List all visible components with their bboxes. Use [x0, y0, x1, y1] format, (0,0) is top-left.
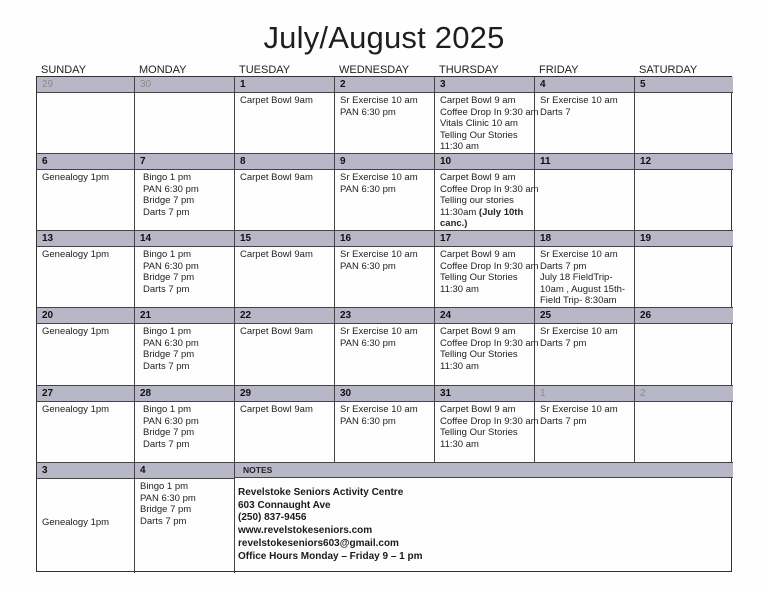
- day-cell-w2-2[interactable]: [235, 154, 335, 231]
- day-events: [135, 93, 234, 95]
- event-text: Coffee Drop In 9:30 am: [440, 183, 539, 195]
- event-text: Sr Exercise 10 am: [340, 326, 418, 337]
- event-text: PAN 6:30 pm: [143, 260, 199, 272]
- day-cell-w5-5[interactable]: [535, 386, 635, 463]
- weekday-monday: MONDAY: [139, 64, 187, 76]
- weekday-saturday: SATURDAY: [639, 64, 698, 76]
- day-number: 9: [335, 154, 434, 170]
- day-events: [235, 170, 334, 184]
- event-text: Genealogy 1pm: [42, 517, 110, 528]
- day-number: 22: [235, 308, 334, 324]
- event-text: Vitals Clinic 10 am: [440, 118, 518, 129]
- notes-contact-info: [238, 487, 423, 563]
- notes-line: Office Hours Monday – Friday 9 – 1 pm: [238, 550, 423, 562]
- event-text: Carpet Bowl 9 am: [440, 249, 516, 260]
- day-cell-w4-4[interactable]: [435, 308, 539, 386]
- day-cell-w2-6[interactable]: [635, 154, 733, 231]
- day-cell-w1-2[interactable]: [235, 77, 335, 154]
- event-text: Bridge 7 pm: [143, 349, 195, 360]
- day-events: [135, 402, 234, 450]
- day-events: [335, 93, 434, 118]
- event-text: Carpet Bowl 9am: [240, 249, 313, 260]
- day-cell-w1-6[interactable]: [635, 77, 733, 154]
- weekday-thursday: THURSDAY: [439, 64, 499, 76]
- day-number: 21: [135, 308, 234, 324]
- day-number: 4: [135, 463, 234, 479]
- event-text: 11:30 am: [440, 360, 479, 372]
- event-text: Carpet Bowl 9 am: [440, 95, 516, 106]
- event-text: Bingo 1 pm: [143, 172, 192, 183]
- day-events: [435, 247, 539, 295]
- event-text: Darts 7 pm: [140, 515, 187, 527]
- day-events: [635, 402, 733, 404]
- day-number: 24: [435, 308, 534, 324]
- day-number: 31: [435, 386, 534, 402]
- event-text: Genealogy 1pm: [42, 326, 110, 337]
- day-cell-w3-4[interactable]: [435, 231, 539, 308]
- event-text: Telling Our Stories: [440, 427, 518, 438]
- event-text: Bridge 7 pm: [140, 504, 192, 515]
- day-number: 20: [37, 308, 134, 324]
- day-number: 18: [535, 231, 634, 247]
- day-events: [335, 324, 434, 349]
- day-events: [635, 324, 733, 326]
- day-events: [435, 402, 539, 450]
- day-cell-w5-2[interactable]: [235, 386, 335, 463]
- event-text: PAN 6:30 pm: [143, 415, 199, 427]
- event-text: Bingo 1 pm: [140, 481, 189, 492]
- event-text: Carpet Bowl 9am: [240, 172, 313, 183]
- day-number: 13: [37, 231, 134, 247]
- event-text: Darts 7 pm: [540, 260, 587, 272]
- day-cell-w5-3[interactable]: [335, 386, 435, 463]
- day-cell-w2-1[interactable]: [135, 154, 235, 231]
- page-title: July/August 2025: [263, 20, 505, 55]
- event-text: Bridge 7 pm: [143, 195, 195, 206]
- event-text: Darts 7: [540, 106, 571, 118]
- day-number: 2: [635, 386, 733, 402]
- day-cell-w2-5[interactable]: [535, 154, 635, 231]
- day-events: [135, 479, 234, 527]
- day-number: 5: [635, 77, 733, 93]
- day-cell-w5-6[interactable]: [635, 386, 733, 463]
- day-events: [37, 324, 134, 338]
- day-events: [335, 170, 434, 195]
- day-cell-w3-3[interactable]: [335, 231, 435, 308]
- event-text: Darts 7 pm: [540, 415, 587, 427]
- day-number: 16: [335, 231, 434, 247]
- day-number: 26: [635, 308, 733, 324]
- day-number: 25: [535, 308, 634, 324]
- day-number: 1: [535, 386, 634, 402]
- day-cell-w4-6[interactable]: [635, 308, 733, 386]
- day-events: [635, 170, 733, 172]
- day-cell-w1-5[interactable]: [535, 77, 635, 154]
- event-text: Telling our stories: [440, 195, 514, 206]
- day-events: [335, 247, 434, 272]
- event-text: Coffee Drop In 9:30 am: [440, 415, 539, 427]
- day-number: 23: [335, 308, 434, 324]
- day-cell-w4-2[interactable]: [235, 308, 335, 386]
- day-events: [535, 170, 634, 172]
- event-text: Carpet Bowl 9am: [240, 326, 313, 337]
- day-number: 4: [535, 77, 634, 93]
- notes-line: www.revelstokeseniors.com: [238, 525, 373, 537]
- event-text: Telling Our Stories: [440, 129, 518, 141]
- day-cell-w3-2[interactable]: [235, 231, 335, 308]
- event-text: Bridge 7 pm: [143, 272, 195, 283]
- notes-cell: [235, 463, 733, 573]
- event-text: Coffee Drop In 9:30 am: [440, 106, 539, 118]
- day-events: [235, 402, 334, 416]
- event-text: Field Trip- 8:30am: [540, 295, 617, 306]
- event-text: Telling Our Stories: [440, 272, 518, 283]
- event-text: Carpet Bowl 9am: [240, 95, 313, 106]
- day-events: [535, 247, 634, 307]
- event-text: Sr Exercise 10 am: [540, 95, 618, 106]
- day-number: 6: [37, 154, 134, 170]
- event-text: Darts 7 pm: [143, 360, 190, 372]
- day-number: 15: [235, 231, 334, 247]
- day-number: 17: [435, 231, 534, 247]
- event-text: Coffee Drop In 9:30 am: [440, 337, 539, 349]
- notes-line: 603 Connaught Ave: [238, 499, 331, 511]
- day-events: [135, 324, 234, 372]
- day-cell-w2-3[interactable]: [335, 154, 435, 231]
- day-events: [235, 324, 334, 338]
- event-text: Carpet Bowl 9 am: [440, 172, 516, 183]
- event-text: Bridge 7 pm: [143, 427, 195, 438]
- event-text: 11:30 am: [440, 438, 479, 450]
- event-text: Carpet Bowl 9 am: [440, 326, 516, 337]
- event-text: Sr Exercise 10 am: [540, 404, 618, 415]
- day-number: 10: [435, 154, 534, 170]
- event-text: PAN 6:30 pm: [340, 106, 396, 118]
- day-cell-w2-4[interactable]: [435, 154, 539, 231]
- day-events: [37, 247, 134, 261]
- day-number: 3: [37, 463, 134, 479]
- event-text: PAN 6:30 pm: [140, 492, 196, 504]
- event-text: Carpet Bowl 9am: [240, 404, 313, 415]
- event-text: PAN 6:30 pm: [143, 337, 199, 349]
- event-text: Coffee Drop In 9:30 am: [440, 260, 539, 272]
- event-text: 10am , August 15th-: [540, 283, 626, 295]
- day-cell-w4-3[interactable]: [335, 308, 435, 386]
- day-number: 29: [37, 77, 134, 93]
- event-text: Sr Exercise 10 am: [340, 172, 418, 183]
- day-number: 27: [37, 386, 134, 402]
- event-text: Sr Exercise 10 am: [540, 249, 618, 260]
- event-text: Sr Exercise 10 am: [340, 249, 418, 260]
- day-number: 29: [235, 386, 334, 402]
- day-number: 30: [335, 386, 434, 402]
- day-events: [635, 247, 733, 249]
- event-text: Bingo 1 pm: [143, 404, 192, 415]
- day-events: [37, 479, 134, 529]
- event-text: canc.): [440, 218, 468, 229]
- day-cell-w4-0[interactable]: [37, 308, 135, 386]
- event-text: Darts 7 pm: [143, 438, 190, 450]
- event-text: Sr Exercise 10 am: [540, 326, 618, 337]
- day-events: [435, 170, 539, 230]
- day-cell-w1-1[interactable]: [135, 77, 235, 154]
- day-number: 12: [635, 154, 733, 170]
- day-number: 2: [335, 77, 434, 93]
- calendar-grid: [36, 76, 732, 572]
- day-cell-w5-1[interactable]: [135, 386, 235, 463]
- event-text: 11:30 am: [440, 141, 479, 152]
- event-text: Darts 7 pm: [143, 283, 190, 295]
- day-events: [235, 247, 334, 261]
- event-text: Darts 7 pm: [143, 206, 190, 218]
- event-text: Genealogy 1pm: [42, 404, 110, 415]
- event-text: Telling Our Stories: [440, 349, 518, 360]
- day-events: [435, 324, 539, 372]
- day-events: [535, 402, 634, 427]
- event-text: 11:30 am: [440, 283, 479, 295]
- notes-label: NOTES: [235, 463, 733, 478]
- day-number: 14: [135, 231, 234, 247]
- weekday-friday: FRIDAY: [539, 64, 579, 76]
- event-text: PAN 6:30 pm: [340, 260, 396, 272]
- event-text: Genealogy 1pm: [42, 249, 110, 260]
- day-number: 19: [635, 231, 733, 247]
- day-cell-w3-0[interactable]: [37, 231, 135, 308]
- event-text: PAN 6:30 pm: [340, 337, 396, 349]
- day-events: [135, 170, 234, 218]
- day-cell-w6-1[interactable]: [135, 463, 235, 573]
- day-cell-w1-3[interactable]: [335, 77, 435, 154]
- day-number: 7: [135, 154, 234, 170]
- day-events: [635, 93, 733, 95]
- day-events: [37, 93, 134, 95]
- day-events: [435, 93, 539, 153]
- day-number: 30: [135, 77, 234, 93]
- day-cell-w1-0[interactable]: [37, 77, 135, 154]
- day-events: [37, 170, 134, 184]
- day-events: [235, 93, 334, 107]
- event-text: Bingo 1 pm: [143, 326, 192, 337]
- day-cell-w4-5[interactable]: [535, 308, 635, 386]
- day-cell-w5-4[interactable]: [435, 386, 539, 463]
- day-cell-w3-6[interactable]: [635, 231, 733, 308]
- event-text: PAN 6:30 pm: [143, 183, 199, 195]
- day-cell-w3-5[interactable]: [535, 231, 635, 308]
- day-events: [135, 247, 234, 295]
- event-text: Darts 7 pm: [540, 337, 587, 349]
- day-number: 3: [435, 77, 534, 93]
- event-text: Sr Exercise 10 am: [340, 95, 418, 106]
- day-events: [37, 402, 134, 416]
- day-number: 1: [235, 77, 334, 93]
- day-cell-w4-1[interactable]: [135, 308, 235, 386]
- day-number: 8: [235, 154, 334, 170]
- day-cell-w5-0[interactable]: [37, 386, 135, 463]
- day-cell-w2-0[interactable]: [37, 154, 135, 231]
- day-number: 11: [535, 154, 634, 170]
- event-text: PAN 6:30 pm: [340, 183, 396, 195]
- notes-line: (250) 837-9456: [238, 512, 307, 524]
- event-text: July 18 FieldTrip-: [540, 272, 613, 283]
- day-cell-w3-1[interactable]: [135, 231, 235, 308]
- event-text: Sr Exercise 10 am: [340, 404, 418, 415]
- day-events: [335, 402, 434, 427]
- day-events: [535, 324, 634, 349]
- day-cell-w1-4[interactable]: [435, 77, 539, 154]
- day-cell-w6-0[interactable]: [37, 463, 135, 573]
- event-text: Genealogy 1pm: [42, 172, 110, 183]
- weekday-tuesday: TUESDAY: [239, 64, 291, 76]
- event-text: PAN 6:30 pm: [340, 415, 396, 427]
- weekday-sunday: SUNDAY: [41, 64, 87, 76]
- day-number: 28: [135, 386, 234, 402]
- notes-line: Revelstoke Seniors Activity Centre: [238, 487, 404, 498]
- event-text: Bingo 1 pm: [143, 249, 192, 260]
- weekday-wednesday: WEDNESDAY: [339, 64, 410, 76]
- event-text: Carpet Bowl 9 am: [440, 404, 516, 415]
- day-events: [535, 93, 634, 118]
- event-text: 11:30am (July 10th: [440, 206, 524, 218]
- notes-line: revelstokeseniors603@gmail.com: [238, 537, 399, 549]
